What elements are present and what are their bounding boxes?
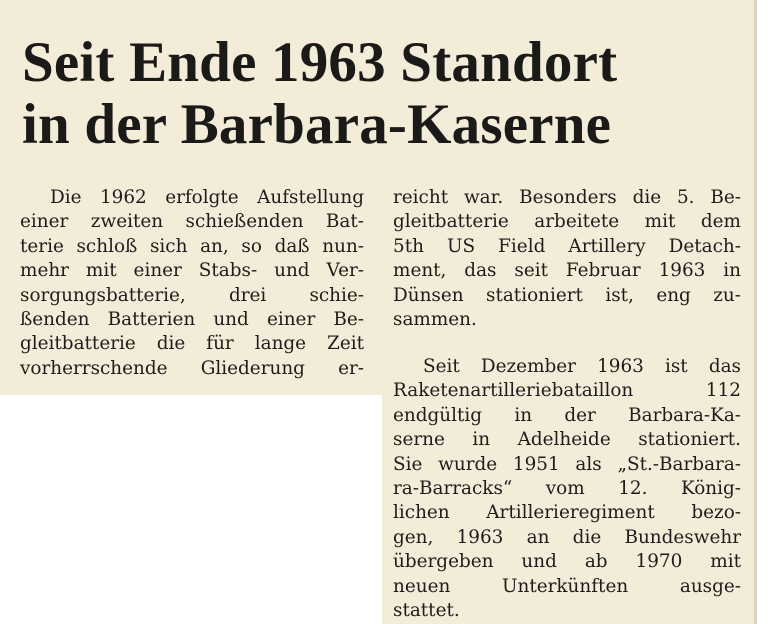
text-line: lichen Artillerieregiment bezo- [393, 502, 741, 524]
text-line: reicht war. Besonders die 5. Be- [393, 187, 741, 208]
text-line: neuen Unterkünften ausge- [393, 575, 741, 597]
clipping-edge-shadow [754, 0, 757, 624]
text-line: ßenden Batterien und einer Be- [20, 309, 364, 331]
article-column-left [20, 186, 364, 381]
text-line: endgültig in der Barbara-Ka- [393, 404, 741, 426]
headline-line: Seit Ende 1963 Standort [22, 31, 618, 94]
text-line: gleitbatterie die für lange Zeit [20, 333, 364, 355]
text-line: gen, 1963 an die Bundeswehr [393, 526, 741, 548]
text-line: gleitbatterie arbeitete mit dem [393, 211, 741, 233]
text-line: 5th US Field Artillery Detach- [393, 235, 741, 257]
text-line: Raketenartilleriebataillon 112 [393, 380, 741, 402]
text-line: sorgungsbatterie, drei schie- [20, 284, 364, 306]
article-column-right-paragraph-1 [393, 186, 741, 332]
text-line: vorherrschende Gliederung er- [20, 357, 364, 379]
article-headline [22, 32, 617, 156]
text-line: Sie wurde 1951 als „St.-Barbara- [393, 453, 741, 475]
text-line: Seit Dezember 1963 ist das [423, 356, 741, 377]
text-line: übergeben und ab 1970 mit [393, 551, 741, 573]
text-line: ment, das seit Februar 1963 in [393, 260, 741, 282]
article-column-right-paragraph-2 [393, 355, 741, 623]
text-line: serne in Adelheide stationiert. [393, 429, 741, 451]
text-line: sammen. [393, 309, 477, 331]
text-line: stattet. [393, 600, 460, 622]
text-line: mehr mit einer Stabs- und Ver- [20, 260, 364, 282]
text-line: Die 1962 erfolgte Aufstellung [50, 187, 364, 208]
text-line: Dünsen stationiert ist, eng zu- [393, 284, 741, 306]
text-line: terie schloß sich an, so daß nun- [20, 235, 364, 257]
text-line: einer zweiten schießenden Bat- [20, 211, 364, 233]
text-line: ra-Barracks“ vom 12. König- [393, 478, 741, 500]
headline-line: in der Barbara-Kaserne [22, 93, 612, 156]
